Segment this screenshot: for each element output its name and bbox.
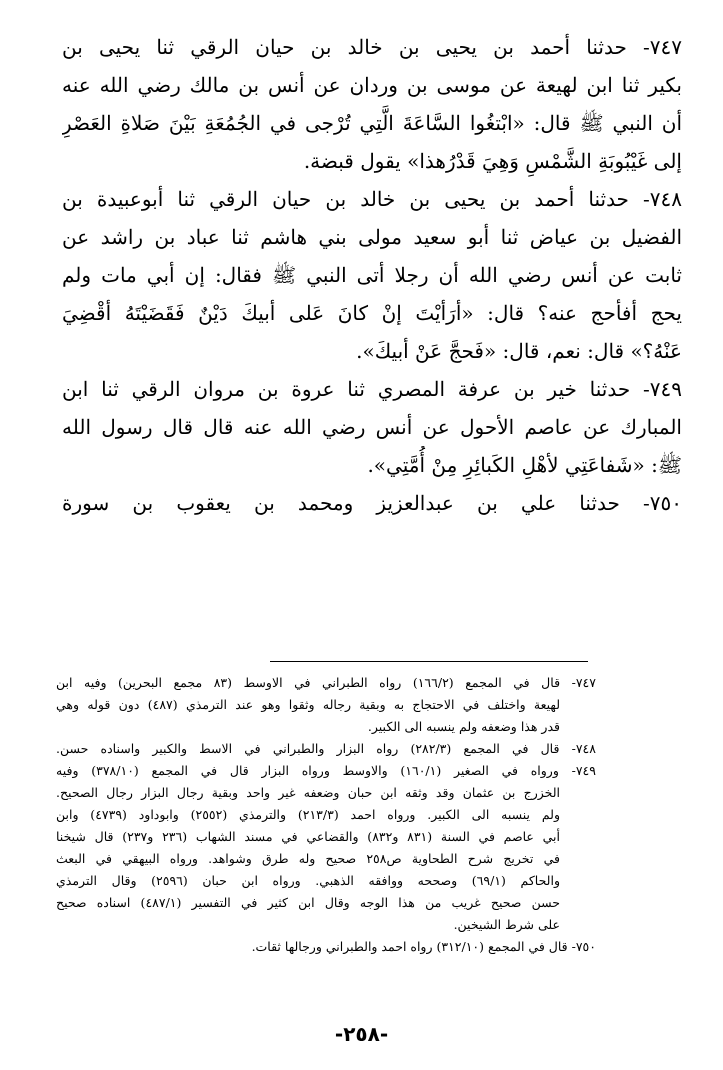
- hadith-747-line-1: ٧٤٧- حدثنا أحمد بن يحيى بن خالد بن حيان الرقي ثنا يحيى بن: [62, 35, 682, 59]
- footnote-747-line-2: لهيعة واختلف في الاحتجاج به وبقية رجاله وثقوا وهو عند الترمذي (٤٨٧) دون قوله وهي: [56, 697, 560, 712]
- footnote-747-line-3: قدر هذا وضعفه ولم ينسبه الى الكبير.: [367, 719, 560, 734]
- footnote-separator: [270, 661, 588, 662]
- hadith-748-line-5: عَنْهُ؟» قال: نعم، قال: «فَحجَّ عَنْ أبيكَ».: [356, 339, 682, 363]
- footnote-749-line-3: ولم ينسبه الى الكبير. ورواه احمد (٢١٣/٣) والترمذي (٢٥٥٢) وابوداود (٤٧٣٩) وابن: [56, 807, 560, 822]
- footnotes: [56, 672, 596, 958]
- hadith-747-line-2: بكير ثنا ابن لهيعة عن موسى بن وردان عن أنس بن مالك رضي الله عنه: [62, 73, 682, 97]
- footnote-749-line-4: أبي عاصم في السنة (٨٣١ و٨٣٢) والقضاعي في مسند الشهاب (٢٣٦ و٢٣٧) قال شيخنا: [56, 829, 560, 844]
- footnote-749-line-8: على شرط الشيخين.: [453, 917, 560, 932]
- footnote-747-line-1: ٧٤٧- قال في المجمع (١٦٦/٢) رواه الطبراني في الاوسط (٨٣ مجمع البحرين) وفيه ابن: [56, 675, 596, 690]
- page-number: -٢٥٨-: [334, 1022, 389, 1046]
- footnote-749-line-7: حسن صحيح غريب من هذا الوجه وقال ابن كثير في التفسير (٤٨٧/١) اسناده صحيح: [56, 895, 560, 910]
- footnote-749-line-1: ٧٤٩- ورواه في الصغير (١٦٠/١) والاوسط ورواه البزار قال في المجمع (٣٧٨/١٠) وفيه: [56, 763, 596, 778]
- hadith-748-line-1: ٧٤٨- حدثنا أحمد بن يحيى بن خالد بن حيان الرقي ثنا أبوعبيدة بن: [62, 187, 682, 211]
- hadith-747-line-3: أن النبي ﷺ قال: «ابْتغُوا السَّاعَةَ الَّتِي تُرْجى في الجُمُعَةِ بَيْنَ صَلاةِ العَصْرِ: [62, 111, 682, 135]
- hadith-749-line-1: ٧٤٩- حدثنا خير بن عرفة المصري ثنا عروة بن مروان الرقي ثنا ابن: [62, 377, 682, 401]
- footnote-749-line-5: في تخريج شرح الطحاوية ص٢٥٨ صحيح وله طرق وشواهد. ورواه البيهقي في البعث: [56, 851, 560, 866]
- main-text: [62, 28, 682, 522]
- footnote-748: ٧٤٨- قال في المجمع (٢٨٢/٣) رواه البزار والطبراني في الاسط والكبير واسناده حسن.: [56, 741, 596, 756]
- footnote-749-line-6: والحاكم (٦٩/١) وصححه ووافقه الذهبي. ورواه ابن حبان (٢٥٩٦) وقال الترمذي: [56, 873, 560, 888]
- hadith-749-line-3: ﷺ: «شَفاعَتِي لأهْلِ الكَبائِرِ مِنْ أُمَّتِي».: [367, 453, 682, 477]
- footnote-750: ٧٥٠- قال في المجمع (٣١٢/١٠) رواه احمد والطبراني ورجالها ثقات.: [251, 939, 596, 954]
- hadith-748-line-2: الفضيل بن عياض ثنا أبو سعيد مولى بني هاشم ثنا عباد بن راشد عن: [62, 225, 682, 249]
- hadith-747-line-4: إلى غَيْبُوبَةِ الشَّمْسِ وَهِيَ قَدْرُهذا» يقول قبضة.: [303, 149, 682, 173]
- hadith-748-line-3: ثابت عن أنس رضي الله أن رجلا أتى النبي ﷺ فقال: إن أبي مات ولم: [62, 263, 682, 287]
- hadith-750-line-1: ٧٥٠- حدثنا علي بن عبدالعزيز ومحمد بن يعقوب بن سورة: [62, 491, 682, 515]
- footnote-749-line-2: الخزرج بن عثمان وقد وثقه ابن حبان وضعفه غير واحد وبقية رجال البزار رجال الصحيح.: [56, 785, 560, 800]
- hadith-749-line-2: المبارك عن عاصم الأحول عن أنس رضي الله عنه قال قال رسول الله: [62, 415, 682, 439]
- hadith-748-line-4: يحج أفأحج عنه؟ قال: «أرَأيْتَ إنْ كانَ عَلى أبيكَ دَيْنٌ فَقَضَيْتَهُ أقْضِيَ: [62, 301, 682, 325]
